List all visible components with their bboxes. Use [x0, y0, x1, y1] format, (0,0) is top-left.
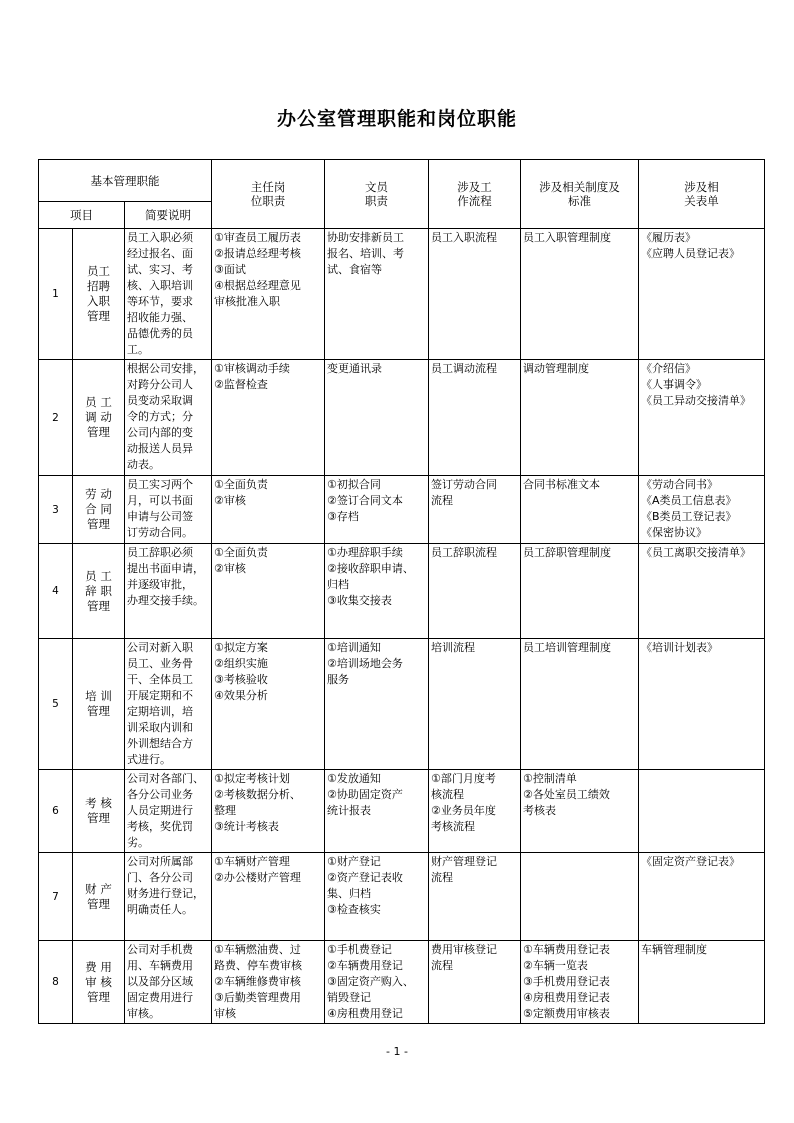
cell-line: 《B类员工登记表》 [641, 510, 737, 523]
cell-clerk [325, 360, 429, 476]
cell-line: 申请与公司签 [127, 510, 193, 523]
cell-line: 公司对手机费 [127, 943, 193, 956]
cell-process [429, 941, 521, 1024]
cell-line: ②协助固定资产 [327, 788, 403, 801]
cell-line: 文员 [365, 180, 388, 194]
cell-line: 审核批准入职 [214, 295, 280, 308]
table-body [39, 160, 765, 1024]
cell-line: ②业务员年度 [431, 804, 496, 817]
cell-line: ①控制清单 [523, 772, 577, 785]
cell-forms [639, 853, 765, 941]
cell-line: 《员工离职交接清单》 [641, 546, 751, 559]
cell-line: 考 核 [85, 796, 112, 810]
cell-forms [639, 770, 765, 853]
cell-line: 管理 [87, 811, 110, 825]
item-description [125, 941, 212, 1024]
cell-line: 员工入职必须 [127, 231, 193, 244]
header-row-1 [39, 160, 765, 202]
cell-line: ②签订合同文本 [327, 494, 403, 507]
row-number: 5 [39, 639, 73, 770]
cell-line: 管理 [87, 309, 110, 323]
cell-line: ②资产登记表收 [327, 871, 403, 884]
cell-line: 定期培训，培 [127, 705, 193, 718]
cell-line: ①拟定方案 [214, 641, 268, 654]
cell-line: 员工、业务骨 [127, 657, 193, 670]
cell-process [429, 770, 521, 853]
cell-line: ①全面负责 [214, 546, 268, 559]
cell-clerk [325, 639, 429, 770]
cell-line: 整理 [214, 804, 236, 817]
page-title: 办公室管理职能和岗位职能 [276, 108, 517, 130]
cell-line: 公司对所属部 [127, 855, 193, 868]
cell-line: 品德优秀的员 [127, 327, 193, 340]
cell-line: 集、归档 [327, 887, 371, 900]
row-number: 4 [39, 544, 73, 639]
cell-line: 动表。 [127, 458, 160, 471]
table-row [39, 770, 765, 853]
header-forms [639, 160, 765, 229]
cell-line: ②培训场地会务 [327, 657, 403, 670]
header-basic: 基本管理职能 [39, 160, 212, 202]
cell-line: 合同书标准文本 [523, 478, 600, 491]
cell-line: 外训想结合方 [127, 737, 193, 750]
item-name [73, 476, 125, 544]
cell-line: 式进行。 [127, 753, 171, 766]
cell-line: 各分公司业务 [127, 788, 193, 801]
cell-line: ③检查核实 [327, 903, 381, 916]
table-row [39, 941, 765, 1024]
cell-line: 招聘 [87, 279, 110, 293]
cell-line: ①初拟合同 [327, 478, 381, 491]
cell-line: ②办公楼财产管理 [214, 871, 301, 884]
cell-main [212, 229, 325, 360]
cell-line: 《保密协议》 [641, 526, 707, 539]
cell-line: ②监督检查 [214, 378, 268, 391]
cell-system [521, 941, 639, 1024]
table-row [39, 639, 765, 770]
cell-line: 签订劳动合同 [431, 478, 497, 491]
cell-line: 员变动采取调 [127, 394, 193, 407]
cell-line: 变更通讯录 [327, 362, 382, 375]
cell-forms [639, 544, 765, 639]
cell-line: ③后勤类管理费用 [214, 991, 301, 1004]
cell-line: ②审核 [214, 562, 246, 575]
cell-line: 流程 [431, 871, 453, 884]
cell-line: 职责 [365, 194, 388, 208]
cell-clerk [325, 853, 429, 941]
cell-line: 合 同 [85, 502, 112, 516]
header-clerk [325, 160, 429, 229]
cell-line: 位职责 [250, 194, 286, 208]
cell-line: 考核，奖优罚 [127, 820, 193, 833]
item-description [125, 770, 212, 853]
cell-line: 《A类员工信息表》 [641, 494, 737, 507]
cell-line: 《员工异动交接清单》 [641, 394, 751, 407]
cell-line: 核、入职培训 [127, 279, 193, 292]
cell-line: 费用审核登记 [431, 943, 497, 956]
cell-process [429, 360, 521, 476]
cell-line: 销毁登记 [327, 991, 371, 1004]
cell-line: ④房租费用登记表 [523, 991, 610, 1004]
item-name [73, 544, 125, 639]
cell-line: 工。 [127, 343, 149, 356]
cell-line: 明确责任人。 [127, 903, 193, 916]
table-row [39, 544, 765, 639]
cell-line: 劳 动 [85, 487, 112, 501]
item-name [73, 853, 125, 941]
cell-line: ①培训通知 [327, 641, 381, 654]
cell-line: 《履历表》 [641, 231, 696, 244]
cell-line: ①部门月度考 [431, 772, 496, 785]
cell-line: 门、各分公司 [127, 871, 193, 884]
item-name [73, 639, 125, 770]
cell-line: 员工入职流程 [431, 231, 497, 244]
cell-line: 公司对各部门、 [127, 772, 204, 785]
cell-line: ①全面负责 [214, 478, 268, 491]
cell-line: 服务 [327, 673, 349, 686]
cell-line: 调 动 [85, 410, 112, 424]
cell-line: 《固定资产登记表》 [641, 855, 740, 868]
cell-line: 办理交接手续。 [127, 594, 204, 607]
cell-line: 《介绍信》 [641, 362, 696, 375]
cell-line: ②接收辞职申请、 [327, 562, 414, 575]
cell-line: ①车辆燃油费、过 [214, 943, 301, 956]
cell-line: ①财产登记 [327, 855, 381, 868]
cell-line: 财产管理登记 [431, 855, 497, 868]
cell-line: ③存档 [327, 510, 359, 523]
cell-line: ①办理辞职手续 [327, 546, 403, 559]
item-description [125, 639, 212, 770]
cell-line: ③固定资产购入、 [327, 975, 414, 988]
cell-line: 协助安排新员工 [327, 231, 404, 244]
cell-line: 管理 [87, 517, 110, 531]
table-row [39, 476, 765, 544]
cell-line: 财 产 [85, 881, 112, 896]
cell-clerk [325, 770, 429, 853]
cell-line: 财务进行登记， [127, 887, 204, 900]
cell-line: ①车辆费用登记表 [523, 943, 610, 956]
cell-line: 公司对新入职 [127, 641, 193, 654]
cell-line: ②各处室员工绩效 [523, 788, 610, 801]
cell-line: ③手机费用登记表 [523, 975, 610, 988]
cell-line: 调动管理制度 [523, 362, 589, 375]
cell-clerk [325, 476, 429, 544]
cell-line: ③面试 [214, 263, 246, 276]
cell-line: ②报请总经理考核 [214, 247, 301, 260]
table-row [39, 229, 765, 360]
cell-clerk [325, 941, 429, 1024]
cell-line: ③考核验收 [214, 673, 268, 686]
cell-line: ②审核 [214, 494, 246, 507]
cell-line: 开展定期和不 [127, 689, 193, 702]
cell-line: 审核。 [127, 1007, 160, 1020]
row-number: 6 [39, 770, 73, 853]
cell-line: 对跨分公司人 [127, 378, 193, 391]
cell-line: 管理 [87, 598, 110, 613]
cell-line: 干、全体员工 [127, 673, 193, 686]
cell-line: ①审核调动手续 [214, 362, 290, 375]
cell-system [521, 853, 639, 941]
table-row [39, 360, 765, 476]
cell-line: 训采取内训和 [127, 721, 193, 734]
header-item: 项目 [39, 202, 125, 229]
cell-line: 订劳动合同。 [127, 526, 193, 539]
cell-line: 涉及相 [684, 180, 719, 194]
cell-line: 管理 [87, 704, 110, 718]
cell-line: 以及部分区域 [127, 975, 193, 988]
cell-line: 涉及相关制度及 [539, 180, 620, 194]
cell-line: 涉及工 [457, 180, 492, 194]
cell-line: ①拟定考核计划 [214, 772, 290, 785]
cell-line: 员工辞职必须 [127, 546, 193, 559]
header-main [212, 160, 325, 229]
cell-forms [639, 229, 765, 360]
cell-line: 标准 [568, 194, 591, 208]
cell-forms [639, 476, 765, 544]
cell-line: 员工辞职流程 [431, 546, 497, 559]
cell-system [521, 639, 639, 770]
cell-line: 根据公司安排， [127, 362, 204, 375]
cell-line: 员 工 [85, 568, 112, 583]
cell-line: 报名、培训、考 [327, 247, 404, 260]
cell-line: 员 工 [85, 395, 112, 409]
cell-line: 令的方式；分 [127, 410, 193, 423]
cell-line: ⑤定额费用审核表 [523, 1007, 610, 1020]
cell-line: 归档 [327, 578, 349, 591]
cell-line: 费 用 [85, 959, 112, 974]
cell-system [521, 229, 639, 360]
cell-line: 路费、停车费审核 [214, 959, 302, 972]
cell-line: ③收集交接表 [327, 594, 392, 607]
cell-line: 劣。 [127, 836, 149, 849]
cell-line: 作流程 [457, 194, 492, 208]
cell-line: 经过报名、面 [127, 247, 193, 260]
cell-line: 等环节，要求 [127, 295, 193, 308]
cell-line: 培训流程 [431, 641, 475, 654]
cell-main [212, 360, 325, 476]
cell-system [521, 360, 639, 476]
cell-line: 流程 [431, 959, 453, 972]
cell-line: ①手机费登记 [327, 943, 392, 956]
cell-line: 主任岗 [250, 180, 286, 194]
cell-forms [639, 941, 765, 1024]
cell-line: 公司内部的变 [127, 426, 193, 439]
cell-line: 《劳动合同书》 [641, 478, 718, 491]
row-number: 8 [39, 941, 73, 1024]
cell-line: ①发放通知 [327, 772, 381, 785]
cell-forms [639, 360, 765, 476]
cell-line: 《人事调令》 [641, 378, 707, 391]
cell-system [521, 544, 639, 639]
cell-line: ①车辆财产管理 [214, 855, 290, 868]
cell-main [212, 853, 325, 941]
cell-line: ②组织实施 [214, 657, 268, 670]
cell-line: ③统计考核表 [214, 820, 279, 833]
cell-line: 员工实习两个 [127, 478, 193, 491]
cell-main [212, 544, 325, 639]
cell-line: 考核流程 [431, 820, 475, 833]
page-number: - 1 - [386, 1045, 408, 1058]
item-name [73, 229, 125, 360]
cell-line: 辞 职 [85, 583, 112, 598]
cell-line: 《培训计划表》 [641, 641, 718, 654]
item-description [125, 360, 212, 476]
cell-main [212, 941, 325, 1024]
item-name [73, 941, 125, 1024]
cell-line: ②考核数据分析、 [214, 788, 301, 801]
cell-line: 统计报表 [327, 804, 371, 817]
item-description [125, 476, 212, 544]
item-description [125, 853, 212, 941]
cell-line: 关表单 [684, 194, 719, 208]
cell-line: 人员定期进行 [127, 804, 193, 817]
table-row [39, 853, 765, 941]
cell-line: ②车辆费用登记 [327, 959, 403, 972]
cell-line: ④房租费用登记 [327, 1007, 403, 1020]
cell-line: 管理 [87, 425, 110, 439]
cell-line: ②车辆维修费审核 [214, 975, 301, 988]
cell-line: 员工调动流程 [431, 362, 497, 375]
cell-main [212, 476, 325, 544]
cell-line: 并逐级审批， [127, 578, 193, 591]
cell-process [429, 853, 521, 941]
cell-process [429, 229, 521, 360]
cell-line: ④效果分析 [214, 689, 268, 702]
cell-line: 《应聘人员登记表》 [641, 247, 740, 260]
cell-line: 员工入职管理制度 [523, 231, 611, 244]
row-number: 3 [39, 476, 73, 544]
cell-line: ①审查员工履历表 [214, 231, 301, 244]
cell-line: 管理 [87, 989, 110, 1004]
item-description [125, 229, 212, 360]
cell-clerk [325, 544, 429, 639]
header-desc: 简要说明 [125, 202, 212, 229]
cell-line: 入职 [87, 294, 110, 308]
cell-line: ②车辆一览表 [523, 959, 588, 972]
cell-forms [639, 639, 765, 770]
cell-line: 月，可以书面 [127, 494, 193, 507]
cell-clerk [325, 229, 429, 360]
item-name [73, 360, 125, 476]
cell-line: 考核表 [523, 804, 556, 817]
item-name [73, 770, 125, 853]
cell-main [212, 639, 325, 770]
cell-line: 用、车辆费用 [127, 959, 193, 972]
cell-system [521, 476, 639, 544]
cell-line: ④根据总经理意见 [214, 279, 301, 292]
header-process [429, 160, 521, 229]
cell-process [429, 476, 521, 544]
cell-line: 培 训 [85, 689, 112, 703]
item-description [125, 544, 212, 639]
header-system [521, 160, 639, 229]
row-number: 1 [39, 229, 73, 360]
cell-line: 审核 [214, 1007, 236, 1020]
cell-line: 核流程 [431, 788, 464, 801]
cell-line: 员工辞职管理制度 [523, 546, 611, 559]
cell-line: 试、实习、考 [127, 263, 193, 276]
cell-process [429, 639, 521, 770]
cell-line: 试、食宿等 [327, 263, 382, 276]
cell-line: 管理 [87, 896, 110, 911]
cell-line: 车辆管理制度 [641, 943, 707, 956]
cell-system [521, 770, 639, 853]
cell-line: 员工 [87, 264, 110, 278]
row-number: 2 [39, 360, 73, 476]
cell-line: 流程 [431, 494, 453, 507]
cell-line: 固定费用进行 [127, 991, 193, 1004]
cell-main [212, 770, 325, 853]
row-number: 7 [39, 853, 73, 941]
cell-line: 招收能力强、 [127, 311, 193, 324]
cell-line: 员工培训管理制度 [523, 641, 611, 654]
cell-process [429, 544, 521, 639]
cell-line: 动报送人员异 [127, 442, 193, 455]
cell-line: 提出书面申请， [127, 562, 204, 575]
duty-table [38, 159, 765, 1024]
cell-line: 审 核 [85, 974, 112, 989]
